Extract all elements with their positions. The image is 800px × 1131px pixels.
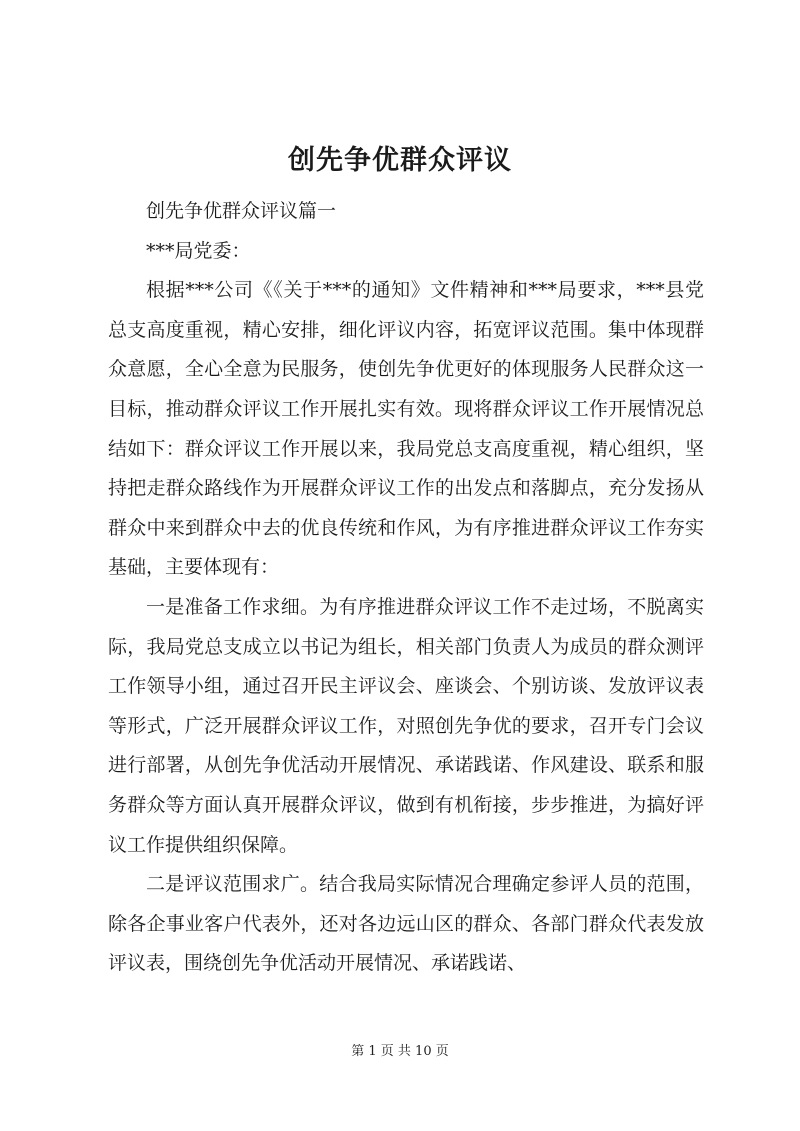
body-paragraph: 一是准备工作求细。为有序推进群众评议工作不走过场，不脱离实际，我局党总支成立以书记为组长，相关部门负责人为成员的群众测评工作领导小组，通过召开民主评议会、座谈会、个别访谈、发放评议表等形式，广泛开展群众评议工作，对照创先争优的要求，召开专门会议进行部署，从创先争优活动开展情况、承诺践诺、作风建设、联系和服务群众等方面认真开展群众评议，做到有机衔接，步步推进，为搞好评议工作提供组织保障。 bbox=[108, 595, 704, 856]
document-body bbox=[108, 192, 704, 984]
body-paragraph: 根据***公司《《关于***的通知》文件精神和***局要求，***县党总支高度重视，精心安排，细化评议内容，拓宽评议范围。集中体现群众意愿，全心全意为民服务，使创先争优更好的体现服务人民群众这一目标，推动群众评议工作开展扎实有效。现将群众评议工作开展情况总结如下：群众评议工作开展以来，我局党总支高度重视，精心组织，坚持把走群众路线作为开展群众评议工作的出发点和落脚点，充分发扬从群众中来到群众中去的优良传统和作风，为有序推进群众评议工作夯实基础，主要体现有： bbox=[108, 279, 704, 579]
section-heading: 创先争优群众评议篇一 bbox=[146, 200, 337, 222]
document-title: 创先争优群众评议 bbox=[288, 145, 512, 176]
page-number-footer: 第 1 页 共 10 页 bbox=[351, 1044, 449, 1059]
body-paragraph: 二是评议范围求广。结合我局实际情况合理确定参评人员的范围，除各企事业客户代表外，还对各边远山区的群众、各部门群众代表发放评议表，围绕创先争优活动开展情况、承诺践诺、 bbox=[108, 873, 704, 975]
salutation: ***局党委： bbox=[146, 239, 251, 262]
